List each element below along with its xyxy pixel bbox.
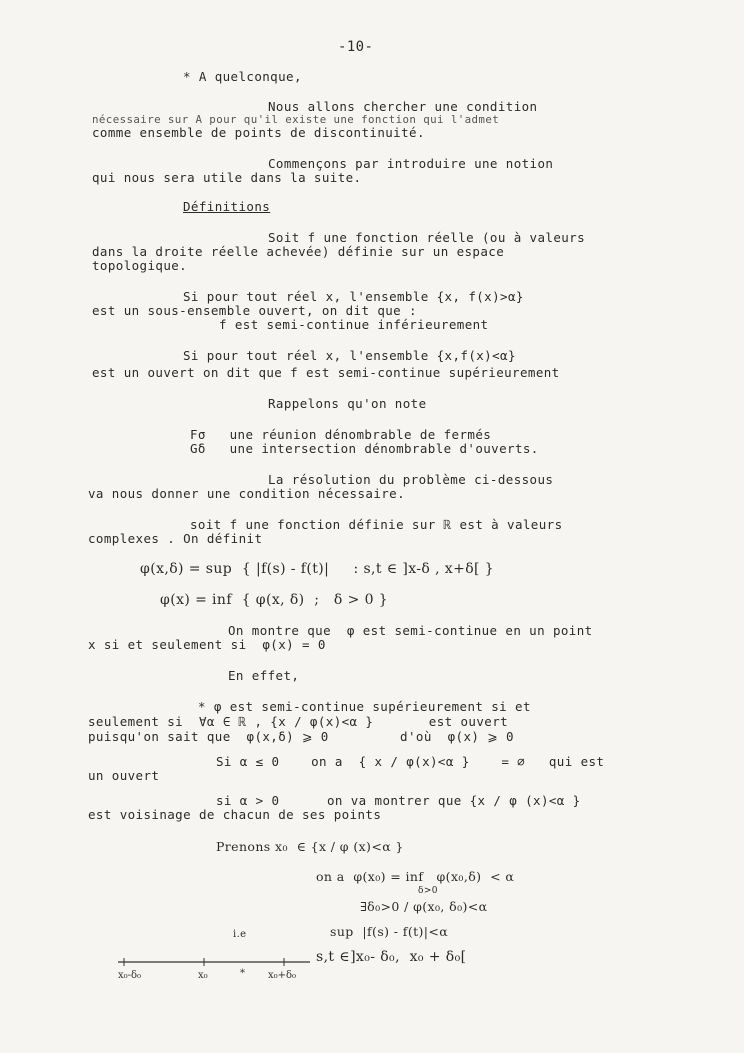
inf-subscript: δ>0 [418,886,438,896]
text-line: sup |f(s) - f(t)|<α [330,924,449,939]
interval-sketch [118,952,310,992]
text-line: Rappelons qu'on note [268,396,427,411]
text-line: ∃δ₀>0 / φ(x₀, δ₀)<α [360,899,488,914]
text-line: est voisinage de chacun de ses points [88,807,382,822]
text-line: Gδ une intersection dénombrable d'ouverts. [190,441,539,456]
text-line: on a φ(x₀) = inf φ(x₀,δ) < α [316,869,515,884]
text-line: Si α ≤ 0 on a { x / φ(x)<α } = ∅ qui est [216,754,605,769]
text-line: x si et seulement si φ(x) = 0 [88,637,326,652]
text-line: Si pour tout réel x, l'ensemble {x, f(x)>α} [183,289,524,304]
text-line: va nous donner une condition nécessaire. [88,486,406,501]
interval-left-label: x₀-δ₀ [118,970,142,981]
interval-mid-label: x₀ [198,970,208,981]
text-line: s,t ∈]x₀- δ₀, x₀ + δ₀[ [316,949,467,965]
text-line: Soit f une fonction réelle (ou à valeurs [268,230,586,245]
text-line: est un sous-ensemble ouvert, on dit que : [92,303,417,318]
text-line: topologique. [92,258,188,273]
page-number: -10- [338,39,374,55]
text-line: * φ est semi-continue supérieurement si et [198,699,531,714]
text-line: seulement si ∀α ∈ ℝ , {x / φ(x)<α } est ouvert [88,714,509,729]
text-line: On montre que φ est semi-continue en un point [228,623,593,638]
text-line: un ouvert [88,768,160,783]
text-line: puisqu'on sait que φ(x,δ) ⩾ 0 d'où φ(x) ⩾ 0 [88,729,514,744]
section-heading: Définitions [183,199,271,214]
text-line: i.e [233,929,247,940]
text-line: comme ensemble de points de discontinuité. [92,125,425,140]
text-line: En effet, [228,668,300,683]
text-line: La résolution du problème ci-dessous [268,472,554,487]
text-line: Prenons x₀ ∈ {x / φ (x)<α } [216,839,404,854]
text-line: Fσ une réunion dénombrable de fermés [190,427,492,442]
text-line: soit f une fonction définie sur ℝ est à valeurs [190,517,563,532]
text-line: Commençons par introduire une notion [268,156,554,171]
text-line: si α > 0 on va montrer que {x / φ (x)<α } [216,793,581,808]
formula-phi-delta: φ(x,δ) = sup { |f(s) - f(t)| : s,t ∈ ]x-δ , x+δ[ } [140,561,495,577]
text-line: Nous allons chercher une condition [268,99,538,114]
interval-right-label: x₀+δ₀ [268,970,297,981]
text-line: qui nous sera utile dans la suite. [92,170,362,185]
text-line: est un ouvert on dit que f est semi-continue supérieurement [92,365,560,380]
formula-phi: φ(x) = inf { φ(x, δ) ; δ > 0 } [160,592,389,608]
text-line: * A quelconque, [183,69,302,84]
text-line: Si pour tout réel x, l'ensemble {x,f(x)<α} [183,348,516,363]
interval-star-label: * [240,968,245,979]
text-line: dans la droite réelle achevée) définie sur un espace [92,244,505,259]
text-line: f est semi-continue inférieurement [219,317,489,332]
text-line: complexes . On définit [88,531,263,546]
text-line: nécessaire sur A pour qu'il existe une fonction qui l'admet [92,113,500,126]
